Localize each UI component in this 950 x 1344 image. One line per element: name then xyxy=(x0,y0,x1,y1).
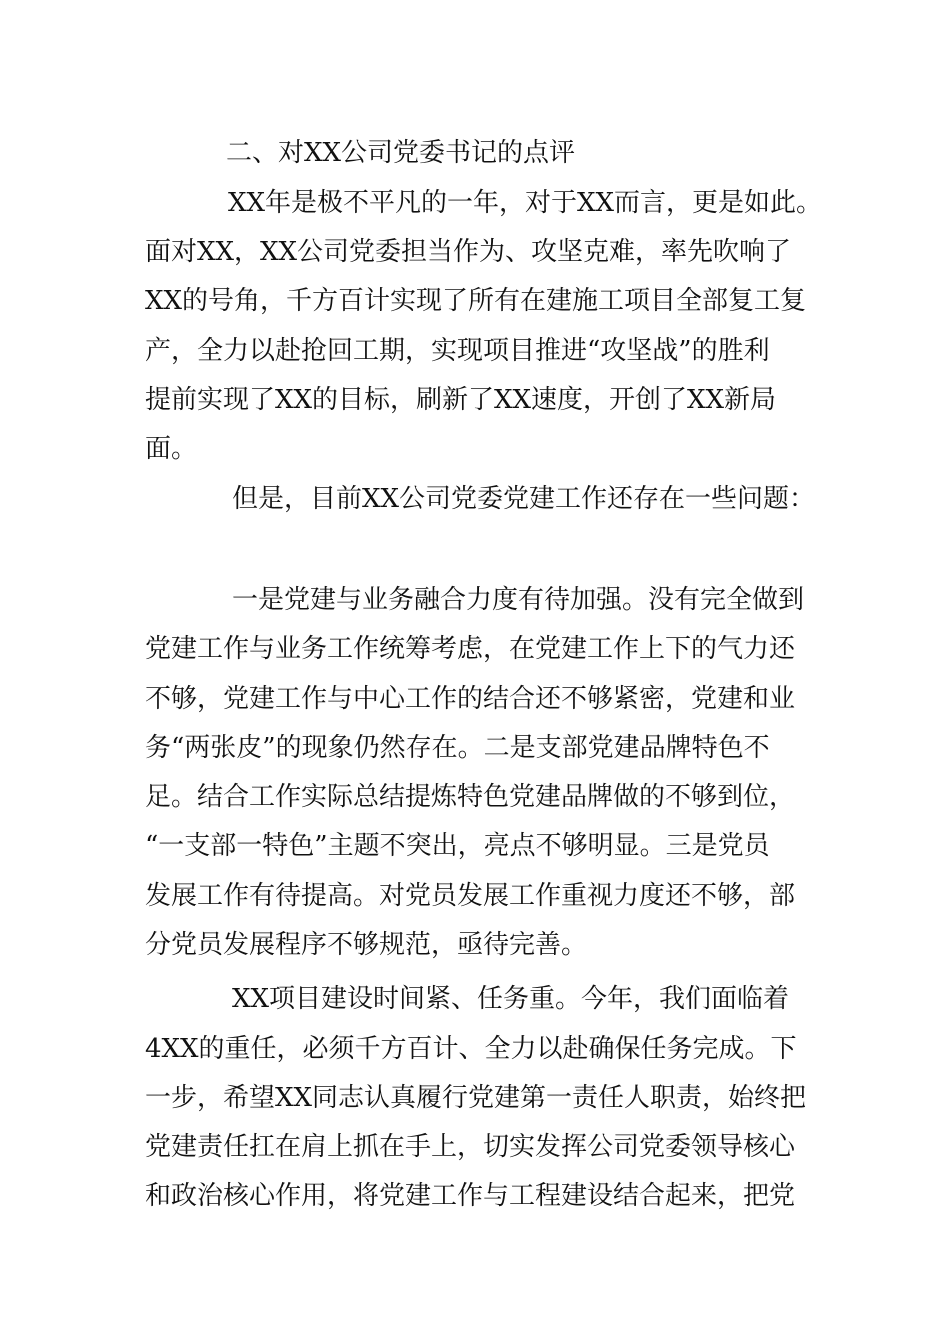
paragraph-line: 发展工作有待提高。对党员发展工作重视力度还不够，部 xyxy=(145,881,796,911)
paragraph-line: 分党员发展程序不够规范，亟待完善。 xyxy=(145,930,588,960)
paragraph-line: 产，全力以赴抢回工期，实现项目推进“攻坚战”的胜利 xyxy=(145,336,770,366)
paragraph-line: 党建工作与业务工作统筹考虑，在党建工作上下的气力还 xyxy=(145,634,796,664)
paragraph-line: 但是，目前XX公司党委党建工作还存在一些问题： xyxy=(232,484,816,514)
paragraph-line: 4XX的重任，必须千方百计、全力以赴确保任务完成。下 xyxy=(145,1034,797,1064)
paragraph-line: 面对XX，XX公司党委担当作为、攻坚克难，率先吹响了 xyxy=(145,237,792,267)
paragraph-line: 足。结合工作实际总结提炼特色党建品牌做的不够到位， xyxy=(145,782,796,812)
paragraph-line: 提前实现了XX的目标，刷新了XX速度，开创了XX新局 xyxy=(145,385,777,415)
paragraph-line: 面。 xyxy=(145,434,198,464)
paragraph-line: 务“两张皮”的现象仍然存在。二是支部党建品牌特色不 xyxy=(145,733,770,763)
paragraph-line: 不够，党建工作与中心工作的结合还不够紧密，党建和业 xyxy=(145,684,796,714)
paragraph-line: XX年是极不平凡的一年，对于XX而言，更是如此。 xyxy=(228,188,823,218)
paragraph-line: “一支部一特色”主题不突出，亮点不够明显。三是党员 xyxy=(145,831,770,861)
paragraph-line: 一步，希望XX同志认真履行党建第一责任人职责，始终把 xyxy=(145,1083,807,1113)
section-heading: 二、对XX公司党委书记的点评 xyxy=(226,138,576,168)
paragraph-line: 和政治核心作用，将党建工作与工程建设结合起来，把党 xyxy=(145,1181,796,1211)
paragraph-line: XX的号角，千方百计实现了所有在建施工项目全部复工复 xyxy=(145,286,807,316)
paragraph-line: 党建责任扛在肩上抓在手上，切实发挥公司党委领导核心 xyxy=(145,1132,796,1162)
paragraph-line: 一是党建与业务融合力度有待加强。没有完全做到 xyxy=(232,585,805,615)
paragraph-line: XX项目建设时间紧、任务重。今年，我们面临着 xyxy=(232,984,790,1014)
